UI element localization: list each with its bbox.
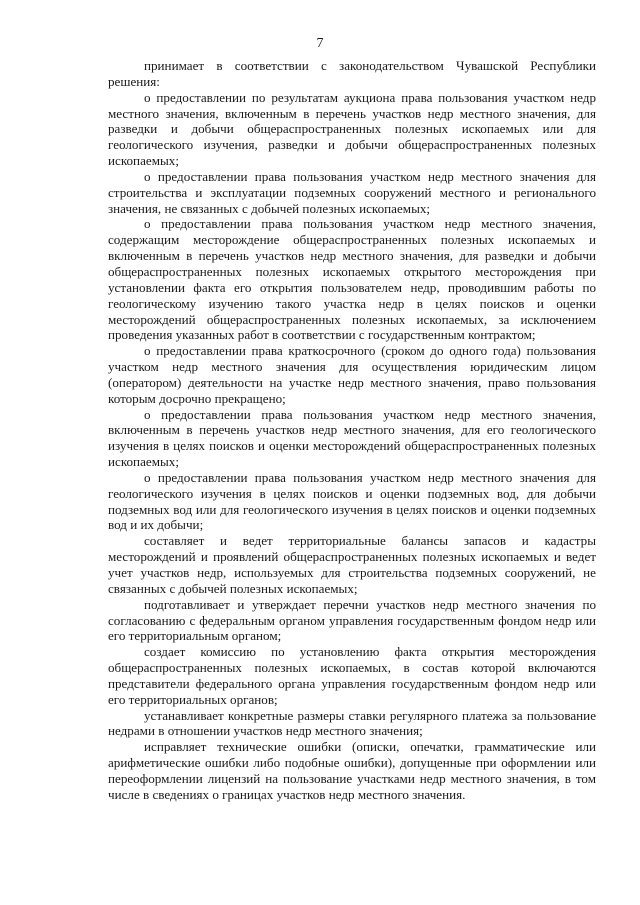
paragraph-discovery-commission: создает комиссию по установлению факта открытия месторождения общераспространенных полезных ископаемых, в состав которой включаются представители федерального органа управления государственным фондом недр или его территориальных органов; [108,644,596,707]
paragraph-technical-errors: исправляет технические ошибки (описки, опечатки, грамматические или арифметические ошибки либо подобные ошибки), допущенные при оформлении или переоформлении лицензий на пользование участками недр местного значения, в том числе в сведениях о границах участков недр местного значения. [108,739,596,802]
paragraph-subsoil-lists: подготавливает и утверждает перечни участков недр местного значения по согласованию с федеральным органом управления государственным фондом недр или его территориальным органом; [108,596,596,644]
paragraph-groundwater: о предоставлении права пользования участком недр местного значения для геологического изучения в целях поисков и оценки подземных вод, для добычи подземных вод или для геологического изучения в целях поисков и оценки подземных вод и их добычи; [108,469,596,533]
document-body [108,58,596,803]
paragraph-discovered-deposit: о предоставлении права пользования участком недр местного значения, содержащим месторождение общераспространенных полезных ископаемых и включенным в перечень участков недр местного значения, для разведки и добычи общераспространенных полезных ископаемых открытого месторождения при установлении факта его открытия пользователем недр, проводившим работы по геологическому изучению такого участка недр в целях поисков и оценки месторождений общераспространенных полезных ископаемых, за исключением проведения указанных работ в соответствии с государственным контрактом; [108,216,596,343]
paragraph-payment-rates: устанавливает конкретные размеры ставки регулярного платежа за пользование недрами в отношении участков недр местного значения; [108,707,596,739]
paragraph-balances-cadastres: составляет и ведет территориальные балансы запасов и кадастры месторождений и проявлений общераспространенных полезных ископаемых и ведет учет участков недр, используемых для строительства подземных сооружений, не связанных с добычей полезных ископаемых; [108,533,596,596]
page-number: 7 [316,36,324,51]
paragraph-short-term-use: о предоставлении права краткосрочного (сроком до одного года) пользования участком недр местного значения для осуществления юридическим лицом (оператором) деятельности на участке недр местного значения, право пользования которым досрочно прекращено; [108,343,596,406]
paragraph-decisions-intro: принимает в соответствии с законодательством Чувашской Республики решения: [108,58,596,89]
paragraph-underground-structures: о предоставлении права пользования участком недр местного значения для строительства и эксплуатации подземных сооружений местного и регионального значения, не связанных с добычей полезных ископаемых; [108,168,596,216]
paragraph-geological-study: о предоставлении права пользования участком недр местного значения, включенным в перечень участков недр местного значения, для его геологического изучения в целях поисков и оценки месторождений общераспространенных полезных ископаемых; [108,406,596,470]
paragraph-auction-subsoil-right: о предоставлении по результатам аукциона права пользования участком недр местного значения, включенным в перечень участков недр местного значения, для разведки и добычи общераспространенных полезных ископаемых или для геологического изучения, разведки и добычи общераспространенных полезных ископаемых; [108,89,596,169]
